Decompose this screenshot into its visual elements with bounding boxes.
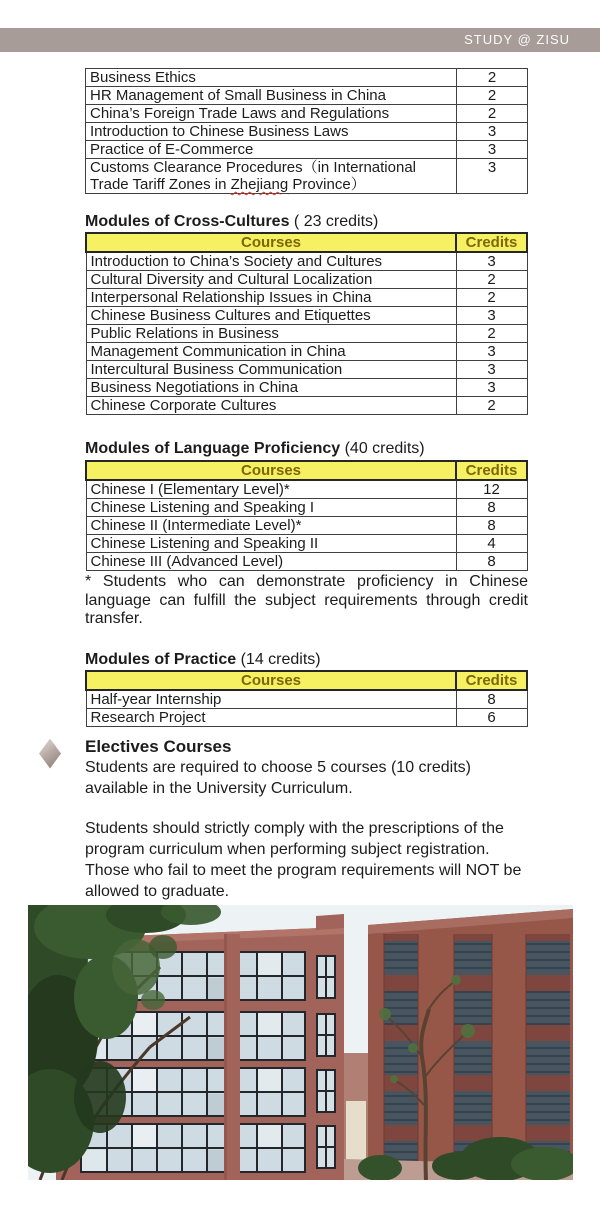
table-row (86, 252, 527, 271)
course-cell: Business Negotiations in China (86, 379, 456, 397)
credits-cell: 2 (456, 289, 527, 307)
credits-cell: 3 (456, 379, 527, 397)
table-header-row (86, 461, 527, 480)
electives-paragraph-1: Students are required to choose 5 courses (10 credits) available in the University Curriculum. (85, 758, 471, 797)
course-cell: Half-year Internship (86, 690, 456, 709)
electives-heading: Electives Courses (85, 736, 232, 756)
right-building (368, 909, 573, 1180)
courses-column-header: Courses (86, 233, 456, 252)
courses-table-continuation (85, 68, 528, 194)
table-row (86, 499, 527, 517)
course-cell: Chinese III (Advanced Level) (86, 553, 456, 571)
table-row (86, 307, 527, 325)
section-title: Modules of Practice (85, 650, 237, 668)
course-cell: Practice of E-Commerce (86, 141, 457, 159)
course-cell: Research Project (86, 708, 456, 726)
section-title: Modules of Language Proficiency (85, 440, 341, 457)
credits-column-header: Credits (456, 461, 527, 480)
credits-cell: 3 (457, 123, 528, 141)
section-heading-practice (85, 650, 528, 669)
courses-column-header: Courses (86, 671, 456, 690)
credits-cell: 3 (457, 141, 528, 159)
table-row (86, 517, 527, 535)
table-row (86, 271, 527, 289)
table-row (86, 141, 528, 159)
table-row (86, 690, 527, 709)
credits-cell: 8 (456, 517, 527, 535)
course-cell: Chinese II (Intermediate Level)* (86, 517, 456, 535)
courses-column-header: Courses (86, 461, 456, 480)
course-cell: Cultural Diversity and Cultural Localization (86, 271, 456, 289)
table-row (86, 379, 527, 397)
credits-cell: 4 (456, 535, 527, 553)
language-footnote: * Students who can demonstrate proficiency in Chinese language can fulfill the subject requirements through credit transfer. (85, 573, 528, 627)
electives-section (85, 736, 528, 902)
credits-cell: 3 (457, 159, 528, 194)
course-cell: Chinese Corporate Cultures (86, 397, 456, 415)
section-credits-suffix: (40 credits) (340, 440, 425, 457)
electives-paragraph-2: Students should strictly comply with the prescriptions of the program curriculum when performing subject registration. Those who fail to meet the program requirements will NOT be allowed to graduate. (85, 819, 522, 900)
course-cell: Chinese Business Cultures and Etiquettes (86, 307, 456, 325)
page-content (85, 68, 528, 902)
page-header-banner (0, 28, 600, 52)
course-cell: Business Ethics (86, 69, 457, 87)
credits-cell: 6 (456, 708, 527, 726)
course-text: Customs Clearance Procedures（in International Trade Tariff Zones in (90, 159, 416, 193)
course-cell: Management Communication in China (86, 343, 456, 361)
course-cell: Introduction to China’s Society and Cultures (86, 252, 456, 271)
courses-table-practice (85, 670, 528, 727)
table-row (86, 159, 528, 194)
section-heading-cross-cultures (85, 212, 528, 231)
credits-cell: 2 (457, 69, 528, 87)
campus-building-photo (28, 905, 573, 1180)
table-row (86, 343, 527, 361)
credits-cell: 8 (456, 553, 527, 571)
credits-cell: 2 (456, 397, 527, 415)
table-row (86, 361, 527, 379)
course-cell (86, 159, 457, 194)
credits-cell: 2 (456, 271, 527, 289)
credits-cell: 3 (456, 343, 527, 361)
course-text: Province） (288, 176, 366, 193)
table-row (86, 123, 528, 141)
course-cell: Chinese Listening and Speaking II (86, 535, 456, 553)
credits-column-header: Credits (456, 671, 527, 690)
courses-table-language-proficiency (85, 460, 528, 571)
course-cell: Interpersonal Relationship Issues in China (86, 289, 456, 307)
course-cell: Introduction to Chinese Business Laws (86, 123, 457, 141)
table-row (86, 535, 527, 553)
table-row (86, 69, 528, 87)
course-cell: Public Relations in Business (86, 325, 456, 343)
credits-cell: 12 (456, 480, 527, 499)
credits-cell: 3 (456, 307, 527, 325)
table-row (86, 397, 527, 415)
credits-column-header: Credits (456, 233, 527, 252)
table-row (86, 289, 527, 307)
courses-table-cross-cultures (85, 232, 528, 415)
credits-cell: 8 (456, 499, 527, 517)
credits-cell: 2 (457, 87, 528, 105)
course-cell: Chinese I (Elementary Level)* (86, 480, 456, 499)
course-cell: China’s Foreign Trade Laws and Regulations (86, 105, 457, 123)
course-cell: Chinese Listening and Speaking I (86, 499, 456, 517)
course-cell: Intercultural Business Communication (86, 361, 456, 379)
course-cell: HR Management of Small Business in China (86, 87, 457, 105)
course-text-spellcheck: Zhejiang (230, 176, 289, 193)
table-row (86, 708, 527, 726)
section-credits-suffix: ( 23 credits) (289, 213, 379, 230)
table-row (86, 553, 527, 571)
credits-cell: 8 (456, 690, 527, 709)
credits-cell: 2 (457, 105, 528, 123)
section-heading-language-proficiency (85, 439, 528, 458)
banner-text: STUDY @ ZISU (464, 32, 570, 47)
credits-cell: 3 (456, 361, 527, 379)
section-credits-suffix: (14 credits) (236, 650, 321, 668)
table-header-row (86, 233, 527, 252)
table-row (86, 325, 527, 343)
table-header-row (86, 671, 527, 690)
credits-cell: 2 (456, 325, 527, 343)
diamond-bullet-icon (39, 739, 61, 769)
section-title: Modules of Cross-Cultures (85, 213, 290, 230)
table-row (86, 105, 528, 123)
table-row (86, 87, 528, 105)
table-row (86, 480, 527, 499)
credits-cell: 3 (456, 252, 527, 271)
